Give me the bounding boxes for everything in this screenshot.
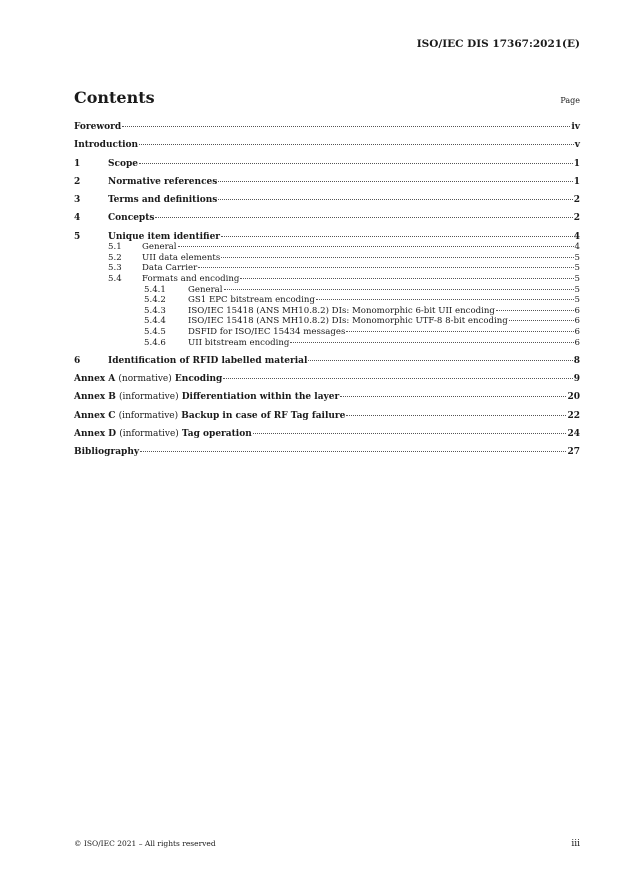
toc-entry-number: 5.4.2 [144, 295, 166, 306]
toc-entry[interactable] [74, 232, 580, 243]
toc-entry-label [188, 306, 495, 317]
toc-entry[interactable] [74, 274, 580, 285]
toc-entry[interactable] [74, 338, 580, 349]
toc-entry-label [142, 253, 220, 264]
contents-title-row [74, 88, 580, 107]
toc-entry-title: Data Carrier [142, 263, 198, 274]
toc-entry-label [108, 195, 217, 206]
dot-leader [178, 246, 574, 247]
toc-entry-title: DSFID for ISO/IEC 15434 messages [188, 327, 346, 338]
toc-entry-number: 5.1 [108, 242, 122, 253]
toc-entry[interactable] [74, 447, 580, 458]
toc-entry-label [188, 316, 508, 327]
dot-leader [509, 320, 574, 321]
toc-entry[interactable] [74, 429, 580, 440]
toc-entry-page: 6 [574, 305, 580, 316]
toc-entry-number: 5.4.5 [144, 327, 166, 338]
toc-entry-title: UII bitstream encoding [188, 337, 290, 348]
annex-kind: (normative) [118, 374, 172, 385]
toc-entry-page: 2 [573, 213, 580, 224]
toc-entry-title: Scope [108, 158, 139, 169]
toc-entry[interactable] [74, 253, 580, 264]
toc-entry-page: 6 [574, 337, 580, 348]
dot-leader [223, 378, 572, 379]
document-id-header: ISO/IEC DIS 17367:2021(E) [416, 38, 580, 50]
toc-entry-label [108, 213, 154, 224]
toc-entry[interactable] [74, 306, 580, 317]
toc-entry[interactable] [74, 374, 580, 385]
toc-entry[interactable] [74, 392, 580, 403]
annex-kind: (informative) [118, 410, 179, 421]
toc-entry-number: 3 [74, 195, 81, 206]
dot-leader [218, 181, 572, 182]
toc-entry-label [108, 232, 220, 243]
toc-entry-title: ISO/IEC 15418 (ANS MH10.8.2) DIs: Monomorphic UTF-8 8-bit encoding [188, 316, 508, 327]
dot-leader [140, 451, 566, 452]
annex-label: Annex B [74, 392, 120, 403]
annex-label: Annex D [74, 429, 120, 440]
page-column-label: Page [560, 96, 580, 105]
dot-leader [221, 236, 573, 237]
annex-label: Annex C [74, 410, 119, 421]
annex-kind: (informative) [119, 429, 179, 440]
toc-entry-label [108, 177, 217, 188]
toc-entry[interactable] [74, 159, 580, 170]
toc-entry[interactable] [74, 285, 580, 296]
toc-entry-label [108, 159, 138, 170]
toc-entry[interactable] [74, 195, 580, 206]
dot-leader [122, 126, 570, 127]
toc-entry-title: GS1 EPC bitstream encoding [188, 295, 315, 306]
toc-entry-title: Tag operation [178, 429, 252, 440]
toc-entry-page: 24 [567, 429, 580, 440]
toc-entry-title: Unique item identifier [108, 231, 221, 242]
toc-entry-number: 5.4.1 [144, 284, 166, 295]
toc-entry-page: 2 [573, 195, 580, 206]
toc-entry-title: General [142, 242, 177, 253]
toc-entry[interactable] [74, 316, 580, 327]
page-title: Contents [74, 88, 155, 107]
toc-entry[interactable] [74, 356, 580, 367]
toc-entry-number: 6 [74, 355, 81, 366]
toc-entry-label [74, 392, 339, 403]
toc-entry-title: Differentiation within the layer [178, 392, 340, 403]
toc-entry-label [108, 356, 307, 367]
dot-leader [346, 331, 573, 332]
dot-leader [139, 144, 574, 145]
toc-entry-page: 6 [574, 327, 580, 338]
toc-entry-label [74, 429, 252, 440]
dot-leader [224, 289, 574, 290]
toc-entry-number: 5.4 [108, 274, 122, 285]
dot-leader [155, 217, 572, 218]
toc-entry-label [74, 140, 138, 151]
dot-leader [139, 163, 573, 164]
toc-entry-page: 5 [574, 263, 580, 274]
toc-entry-number: 1 [74, 158, 81, 169]
toc-entry-title: Terms and definitions [108, 195, 218, 206]
dot-leader [221, 257, 573, 258]
toc-entry-number: 5.4.3 [144, 305, 166, 316]
toc-entry-page: 6 [574, 316, 580, 327]
dot-leader [346, 415, 566, 416]
toc-entry-title: Formats and encoding [142, 274, 240, 285]
toc-entry-number: 5.4.4 [144, 316, 166, 327]
toc-entry-title: Foreword [74, 122, 122, 132]
toc-entry-number: 2 [74, 176, 81, 187]
toc-entry-title: Encoding [171, 374, 223, 385]
toc-entry-page: 5 [574, 295, 580, 306]
toc-entry-label [74, 447, 139, 458]
toc-entry-title: Normative references [108, 176, 218, 187]
dot-leader [308, 360, 572, 361]
dot-leader [496, 310, 574, 311]
toc-entry-title: Backup in case of RF Tag failure [178, 410, 346, 421]
toc-entry-page: 27 [567, 447, 580, 458]
toc-entry-label [188, 295, 315, 306]
toc-entry-title: Identification of RFID labelled material [108, 355, 308, 366]
dot-leader [316, 299, 574, 300]
dot-leader [198, 267, 573, 268]
annex-label: Annex A [74, 374, 119, 385]
toc-entry[interactable] [74, 177, 580, 188]
toc-entry[interactable] [74, 140, 580, 151]
toc-entry-label [142, 274, 239, 285]
toc-entry[interactable] [74, 295, 580, 306]
dot-leader [253, 433, 567, 434]
dot-leader [290, 342, 573, 343]
toc-entry-page: 9 [573, 374, 580, 385]
toc-entry-page: 5 [574, 284, 580, 295]
toc-entry-number: 4 [74, 213, 81, 224]
annex-kind: (informative) [119, 392, 179, 403]
toc-entry-label [142, 263, 197, 274]
toc-entry-title: Concepts [108, 213, 155, 224]
toc-entry[interactable] [74, 411, 580, 422]
toc-entry[interactable] [74, 327, 580, 338]
toc-entry-page: v [574, 140, 580, 151]
toc-entry-label [74, 122, 121, 133]
toc-entry-number: 5 [74, 231, 81, 242]
toc-entry-title: General [188, 284, 223, 295]
toc-entry-title: Bibliography [74, 447, 140, 458]
toc-entry-number: 5.3 [108, 263, 122, 274]
toc-entry-label [142, 242, 177, 253]
toc-entry-title: ISO/IEC 15418 (ANS MH10.8.2) DIs: Monomorphic 6-bit UII encoding [188, 305, 495, 316]
toc-entry-page: iv [571, 122, 580, 132]
toc-entry[interactable] [74, 263, 580, 274]
toc-entry-label [188, 338, 289, 349]
toc-entry-page: 1 [573, 158, 580, 169]
dot-leader [340, 396, 566, 397]
toc-entry-page: 1 [573, 176, 580, 187]
copyright-notice: © ISO/IEC 2021 – All rights reserved [74, 839, 216, 848]
page-footer [74, 839, 580, 849]
toc-entry[interactable] [74, 213, 580, 224]
toc-entry-page: 22 [567, 410, 580, 421]
toc-entry-page: 5 [574, 274, 580, 285]
toc-entry-page: 5 [574, 252, 580, 263]
toc-entry-label [188, 285, 223, 296]
dot-leader [218, 199, 572, 200]
toc-entry-number: 5.2 [108, 252, 122, 263]
dot-leader [240, 278, 573, 279]
page-number: iii [571, 839, 580, 849]
toc-entry-label [74, 374, 222, 385]
table-of-contents [74, 122, 580, 466]
toc-entry-page: 4 [574, 242, 580, 253]
toc-entry-page: 4 [573, 231, 580, 242]
toc-entry-number: 5.4.6 [144, 337, 166, 348]
toc-entry-page: 8 [573, 355, 580, 366]
toc-entry-title: UII data elements [142, 252, 221, 263]
toc-entry-label [188, 327, 345, 338]
toc-entry-label [74, 411, 345, 422]
toc-entry-title: Introduction [74, 140, 139, 151]
toc-entry-page: 20 [567, 392, 580, 403]
toc-entry[interactable] [74, 242, 580, 253]
toc-entry[interactable] [74, 122, 580, 133]
